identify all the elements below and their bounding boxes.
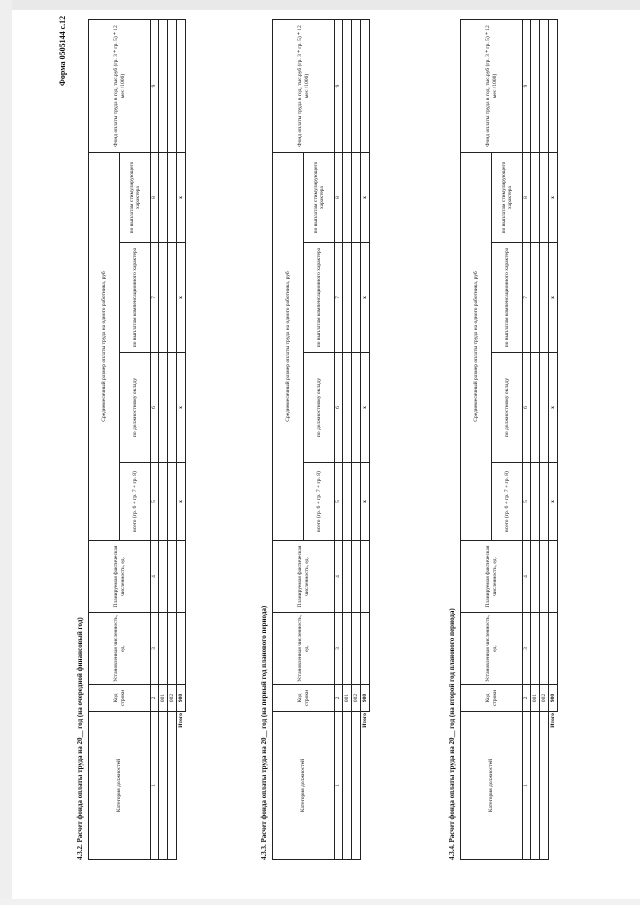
x-mark: x — [549, 463, 558, 541]
header-avg-total: всего (гр. 6 + гр. 7 + гр. 8) — [492, 463, 523, 541]
header-by-salary: по должностному окладу — [492, 353, 523, 463]
x-mark: x — [549, 353, 558, 463]
form-reference: Форма 0505144 с.12 — [58, 15, 67, 86]
col-number: 6 — [523, 353, 531, 463]
cell[interactable] — [343, 613, 352, 685]
cell[interactable] — [531, 613, 540, 685]
cell[interactable] — [361, 541, 370, 613]
col-number: 7 — [523, 243, 531, 353]
col-number: 2 — [335, 685, 343, 712]
col-number: 5 — [523, 463, 531, 541]
payroll-table — [272, 19, 370, 860]
cell[interactable] — [352, 353, 361, 463]
x-mark: x — [549, 152, 558, 242]
cell[interactable] — [168, 613, 177, 685]
table-row — [540, 19, 549, 859]
total-code: 900 — [549, 685, 558, 712]
total-code: 900 — [361, 685, 370, 712]
cell[interactable] — [343, 19, 352, 152]
col-number: 6 — [335, 353, 343, 463]
header-stimulating: по выплатам стимулирующего характера — [120, 152, 151, 242]
cell[interactable] — [168, 243, 177, 353]
x-mark: x — [549, 243, 558, 353]
cell[interactable] — [343, 353, 352, 463]
col-number: 8 — [151, 152, 159, 242]
header-planned: Планируемая фактическая численность, ед. — [273, 541, 335, 613]
col-number: 5 — [151, 463, 159, 541]
cell[interactable] — [540, 613, 549, 685]
cell[interactable] — [361, 19, 370, 152]
row-code: 001 — [159, 685, 168, 712]
table-row — [168, 19, 177, 859]
cell[interactable] — [352, 463, 361, 541]
cell[interactable] — [352, 152, 361, 242]
cell[interactable] — [168, 463, 177, 541]
col-number: 7 — [151, 243, 159, 353]
cell[interactable] — [540, 152, 549, 242]
header-avg-total: всего (гр. 6 + гр. 7 + гр. 8) — [304, 463, 335, 541]
col-number: 8 — [523, 152, 531, 242]
header-stimulating: по выплатам стимулирующего характера — [492, 152, 523, 242]
cell[interactable] — [352, 613, 361, 685]
col-number: 4 — [151, 541, 159, 613]
header-compensatory: по выплатам компенсационного характера — [120, 243, 151, 353]
x-mark: x — [177, 243, 186, 353]
cell[interactable] — [159, 541, 168, 613]
scan-edge-top — [0, 0, 640, 10]
col-number: 3 — [335, 613, 343, 685]
header-fund: Фонд оплаты труда в год, тыс.руб (гр. 3 * гр. 5) * 12 мес /1000) — [89, 19, 151, 152]
header-planned: Планируемая фактическая численность, ед. — [89, 541, 151, 613]
cell[interactable] — [531, 19, 540, 152]
row-code: 002 — [168, 685, 177, 712]
cell[interactable] — [343, 152, 352, 242]
cell[interactable] — [168, 712, 177, 860]
row-code: 001 — [531, 685, 540, 712]
header-established: Установленная численность, ед. — [89, 613, 151, 685]
cell[interactable] — [531, 152, 540, 242]
header-code: Код строки — [89, 685, 151, 712]
header-compensatory: по выплатам компенсационного характера — [304, 243, 335, 353]
col-number: 4 — [523, 541, 531, 613]
header-category: Категория должностей — [461, 712, 523, 860]
total-row — [361, 19, 370, 859]
x-mark: x — [177, 353, 186, 463]
total-label: Итого — [178, 713, 184, 728]
total-code: 900 — [177, 685, 186, 712]
header-stimulating: по выплатам стимулирующего характера — [304, 152, 335, 242]
table-row — [531, 19, 540, 859]
cell[interactable] — [168, 353, 177, 463]
x-mark: x — [361, 353, 370, 463]
total-label: Итого — [550, 713, 556, 728]
header-by-salary: по должностному окладу — [120, 353, 151, 463]
x-mark: x — [177, 463, 186, 541]
header-code: Код строки — [461, 685, 523, 712]
col-number: 3 — [151, 613, 159, 685]
col-number: 9 — [335, 19, 343, 152]
cell[interactable] — [343, 243, 352, 353]
x-mark: x — [177, 152, 186, 242]
cell[interactable] — [352, 541, 361, 613]
col-number: 3 — [523, 613, 531, 685]
cell[interactable] — [159, 712, 168, 860]
cell[interactable] — [549, 541, 558, 613]
header-category: Категория должностей — [273, 712, 335, 860]
header-category: Категория должностей — [89, 712, 151, 860]
header-fund: Фонд оплаты труда в год, тыс.руб (гр. 3 * гр. 5) * 12 мес /1000) — [273, 19, 335, 152]
cell[interactable] — [361, 613, 370, 685]
cell[interactable] — [159, 463, 168, 541]
col-number: 1 — [523, 712, 531, 860]
col-number: 9 — [151, 19, 159, 152]
cell[interactable] — [177, 613, 186, 685]
col-number: 2 — [151, 685, 159, 712]
cell[interactable] — [343, 712, 352, 860]
total-row — [549, 19, 558, 859]
cell[interactable] — [540, 712, 549, 860]
header-avg-group: Среднемесячный размер оплаты труда на одного работника, руб — [89, 152, 120, 540]
row-code: 002 — [352, 685, 361, 712]
cell[interactable] — [540, 353, 549, 463]
scan-edge-bottom — [0, 899, 640, 905]
cell[interactable] — [352, 243, 361, 353]
section-title: 4.3.2. Расчет фонда оплаты труда на 20__ год (на очередной финансовый год) — [76, 617, 84, 860]
header-by-salary: по должностному окладу — [304, 353, 335, 463]
cell[interactable] — [540, 463, 549, 541]
header-planned: Планируемая фактическая численность, ед. — [461, 541, 523, 613]
col-number: 1 — [335, 712, 343, 860]
col-number: 7 — [335, 243, 343, 353]
col-number: 2 — [523, 685, 531, 712]
col-number: 8 — [335, 152, 343, 242]
header-fund: Фонд оплаты труда в год, тыс.руб (гр. 3 * гр. 5) * 12 мес /1000) — [461, 19, 523, 152]
header-code: Код строки — [273, 685, 335, 712]
row-code: 002 — [540, 685, 549, 712]
cell[interactable] — [177, 19, 186, 152]
table-row — [352, 19, 361, 859]
scan-edge-left — [0, 0, 12, 905]
cell[interactable] — [159, 613, 168, 685]
x-mark: x — [361, 243, 370, 353]
x-mark: x — [361, 463, 370, 541]
total-label: Итого — [362, 713, 368, 728]
cell[interactable] — [531, 463, 540, 541]
header-established: Установленная численность, ед. — [273, 613, 335, 685]
cell[interactable] — [352, 19, 361, 152]
header-avg-group: Среднемесячный размер оплаты труда на одного работника, руб — [273, 152, 304, 540]
payroll-table — [88, 19, 186, 860]
cell[interactable] — [352, 712, 361, 860]
cell[interactable] — [531, 243, 540, 353]
cell[interactable] — [343, 541, 352, 613]
header-avg-group: Среднемесячный размер оплаты труда на одного работника, руб — [461, 152, 492, 540]
cell[interactable] — [531, 712, 540, 860]
col-number: 5 — [335, 463, 343, 541]
col-number: 9 — [523, 19, 531, 152]
header-established: Установленная численность, ед. — [461, 613, 523, 685]
row-code: 001 — [343, 685, 352, 712]
header-avg-total: всего (гр. 6 + гр. 7 + гр. 8) — [120, 463, 151, 541]
cell[interactable] — [343, 463, 352, 541]
section-title: 4.3.3. Расчет фонда оплаты труда на 20__ год (на первый год планового периода) — [260, 605, 268, 860]
cell[interactable] — [540, 19, 549, 152]
cell[interactable] — [159, 152, 168, 242]
cell[interactable] — [177, 541, 186, 613]
table-row — [343, 19, 352, 859]
x-mark: x — [361, 152, 370, 242]
cell[interactable] — [549, 613, 558, 685]
cell[interactable] — [531, 541, 540, 613]
cell[interactable] — [540, 541, 549, 613]
table-row — [159, 19, 168, 859]
payroll-table — [460, 19, 558, 860]
rotated-page — [56, 15, 636, 860]
cell[interactable] — [168, 541, 177, 613]
col-number: 1 — [151, 712, 159, 860]
cell[interactable] — [159, 243, 168, 353]
header-compensatory: по выплатам компенсационного характера — [492, 243, 523, 353]
total-row — [177, 19, 186, 859]
cell[interactable] — [168, 19, 177, 152]
cell[interactable] — [549, 19, 558, 152]
cell[interactable] — [159, 353, 168, 463]
col-number: 6 — [151, 353, 159, 463]
cell[interactable] — [540, 243, 549, 353]
cell[interactable] — [531, 353, 540, 463]
cell[interactable] — [168, 152, 177, 242]
col-number: 4 — [335, 541, 343, 613]
cell[interactable] — [159, 19, 168, 152]
section-title: 4.3.4. Расчет фонда оплаты труда на 20__ год (на второй год планового периода) — [448, 608, 456, 860]
